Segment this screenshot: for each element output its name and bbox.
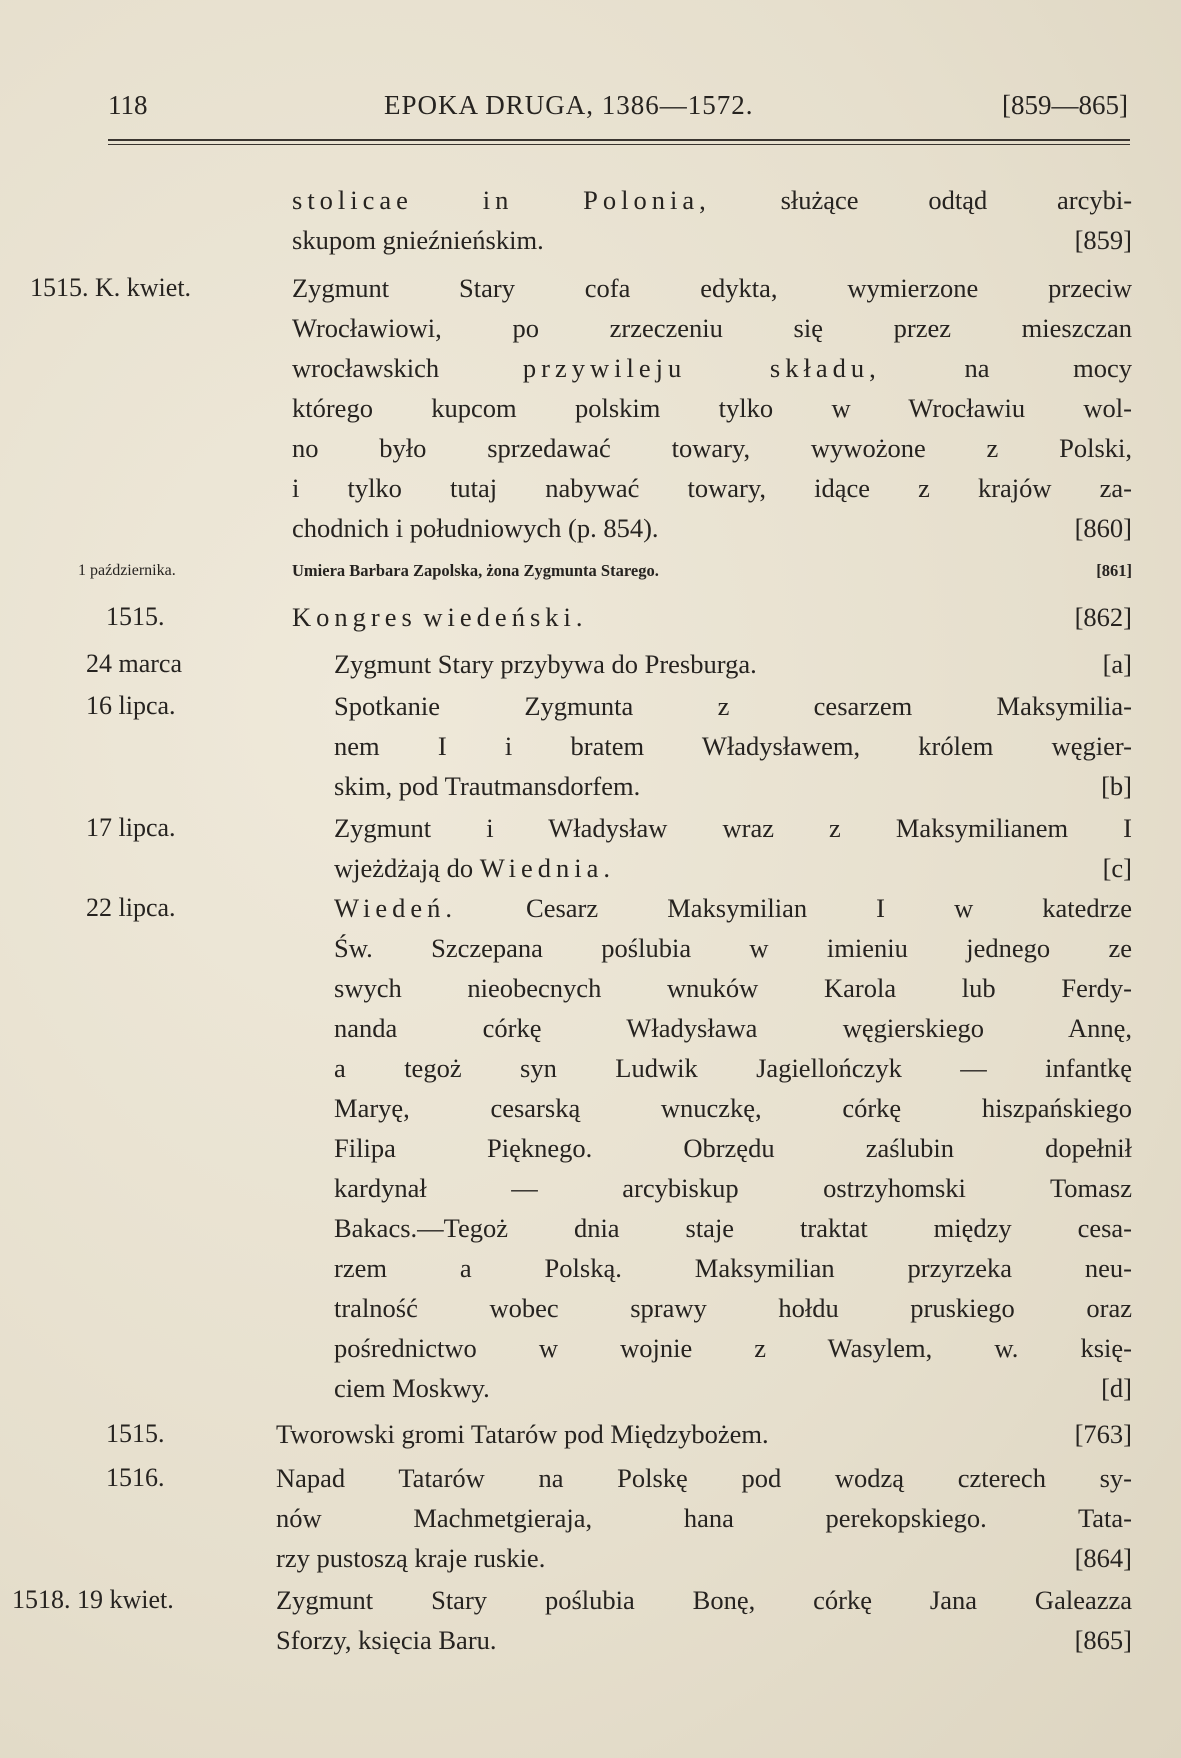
- entry-line: tralność wobec sprawy hołdu pruskiego oraz: [334, 1293, 1132, 1323]
- entry-text: [334, 808, 1132, 888]
- entry-text: [276, 1458, 1132, 1578]
- entry-line: Spotkanie Zygmunta z cesarzem Maksymilia-: [334, 691, 1132, 721]
- entry-date: 1515.: [106, 602, 165, 631]
- entry-line: i tylko tutaj nabywać towary, idące z krajów za-: [292, 473, 1132, 503]
- entry-line: Św. Szczepana poślubia w imieniu jednego ze: [334, 933, 1132, 963]
- entry-text: [334, 888, 1132, 1408]
- entry-text: [276, 1580, 1132, 1660]
- entry-date: 1516.: [106, 1463, 165, 1492]
- entry-date: 1 października.: [78, 562, 176, 579]
- entry-line: Napad Tatarów na Polskę pod wodzą czterech sy-: [276, 1463, 1132, 1493]
- entry-reference-number: [a]: [1102, 649, 1132, 679]
- entry-line: wrocławskich przywileju składu, na mocy: [292, 353, 1133, 383]
- entry-date: 16 lipca.: [86, 691, 176, 720]
- entry-line: rzem a Polską. Maksymilian przyrzeka neu-: [334, 1253, 1132, 1283]
- entry-date: 1518. 19 kwiet.: [12, 1585, 174, 1614]
- entry-text: [334, 644, 1132, 684]
- entry-date: 1515.: [106, 1419, 165, 1448]
- entry-line: nem I i bratem Władysławem, królem węgier-: [334, 731, 1132, 761]
- entry-line: Zygmunt i Władysław wraz z Maksymilianem I: [334, 813, 1132, 843]
- entry-line: Zygmunt Stary przybywa do Presburga. [a]: [334, 644, 1132, 684]
- entry-line: rzy pustoszą kraje ruskie. [864]: [276, 1538, 1132, 1578]
- entry-line: a tegoż syn Ludwik Jagiellończyk — infantkę: [334, 1053, 1132, 1083]
- entry-line: skupom gnieźnieńskim. [859]: [292, 220, 1132, 260]
- entry-line: którego kupcom polskim tylko w Wrocławiu wol-: [292, 393, 1132, 423]
- entry-line: ciem Moskwy. [d]: [334, 1368, 1132, 1408]
- entry-line: Tworowski gromi Tatarów pod Międzybożem. [763]: [276, 1414, 1132, 1454]
- entry-line: skim, pod Trautmansdorfem. [b]: [334, 766, 1132, 806]
- entry-reference-number: [859]: [1074, 225, 1132, 255]
- entry-text: [276, 1414, 1132, 1454]
- entry-date: 24 marca: [86, 649, 183, 678]
- entry-reference-number: [861]: [1096, 561, 1132, 580]
- entry-line: Kongres wiedeński. [862]: [292, 597, 1132, 637]
- entry-line: no było sprzedawać towary, wywożone z Polski,: [292, 433, 1132, 463]
- entry-line: Zygmunt Stary cofa edykta, wymierzone przeciw: [292, 273, 1132, 303]
- entry-text: [292, 268, 1132, 548]
- entry-line: Wiedeń. Cesarz Maksymilian I w katedrze: [334, 893, 1133, 923]
- entry-reference-number: [c]: [1102, 853, 1132, 883]
- entry-line: stolicae in Polonia, służące odtąd arcybi-: [292, 185, 1133, 215]
- entry-reference-number: [865]: [1074, 1625, 1132, 1655]
- entry-line: Filipa Pięknego. Obrzędu zaślubin dopełnił: [334, 1133, 1132, 1163]
- entry-text: [292, 556, 1132, 586]
- entry-line: Bakacs.—Tegoż dnia staje traktat między cesa-: [334, 1213, 1132, 1243]
- entry-line: kardynał — arcybiskup ostrzyhomski Tomasz: [334, 1173, 1132, 1203]
- entry-reference-number: [864]: [1074, 1543, 1132, 1573]
- entry-reference-number: [763]: [1074, 1419, 1132, 1449]
- entry-line: nanda córkę Władysława węgierskiego Annę,: [334, 1013, 1132, 1043]
- header-rule: [108, 139, 1130, 141]
- entry-text: [292, 597, 1132, 637]
- running-header: [108, 90, 1128, 130]
- entry-line: Zygmunt Stary poślubia Bonę, córkę Jana Galeazza: [276, 1585, 1132, 1615]
- entry-text: [334, 686, 1132, 806]
- entry-line: wjeżdżają do Wiednia. [c]: [334, 848, 1132, 888]
- entry-date: 1515. K. kwiet.: [30, 273, 192, 302]
- entry-line: Umiera Barbara Zapolska, żona Zygmunta Starego. [861]: [292, 556, 1132, 586]
- entry-date: 17 lipca.: [86, 813, 176, 842]
- entry-line: swych nieobecnych wnuków Karola lub Ferdy-: [334, 973, 1132, 1003]
- entry-line: Maryę, cesarską wnuczkę, córkę hiszpańskiego: [334, 1093, 1132, 1123]
- entry-line: Wrocławiowi, po zrzeczeniu się przez mieszczan: [292, 313, 1132, 343]
- entry-reference-number: [862]: [1074, 602, 1132, 632]
- header-title: EPOKA DRUGA, 1386—1572.: [384, 90, 754, 120]
- header-entry-range: [859—865]: [1002, 90, 1128, 120]
- entry-line: pośrednictwo w wojnie z Wasylem, w. księ-: [334, 1333, 1132, 1363]
- entry-line: Sforzy, księcia Baru. [865]: [276, 1620, 1132, 1660]
- entry-reference-number: [d]: [1101, 1373, 1132, 1403]
- entry-reference-number: [b]: [1101, 771, 1132, 801]
- entry-line: chodnich i południowych (p. 854). [860]: [292, 508, 1132, 548]
- entry-date: 22 lipca.: [86, 893, 176, 922]
- entry-text: [292, 180, 1132, 260]
- entry-line: nów Machmetgieraja, hana perekopskiego. Tata-: [276, 1503, 1132, 1533]
- header-rule-thin: [108, 144, 1130, 145]
- entry-reference-number: [860]: [1074, 513, 1132, 543]
- page-number: 118: [108, 90, 148, 120]
